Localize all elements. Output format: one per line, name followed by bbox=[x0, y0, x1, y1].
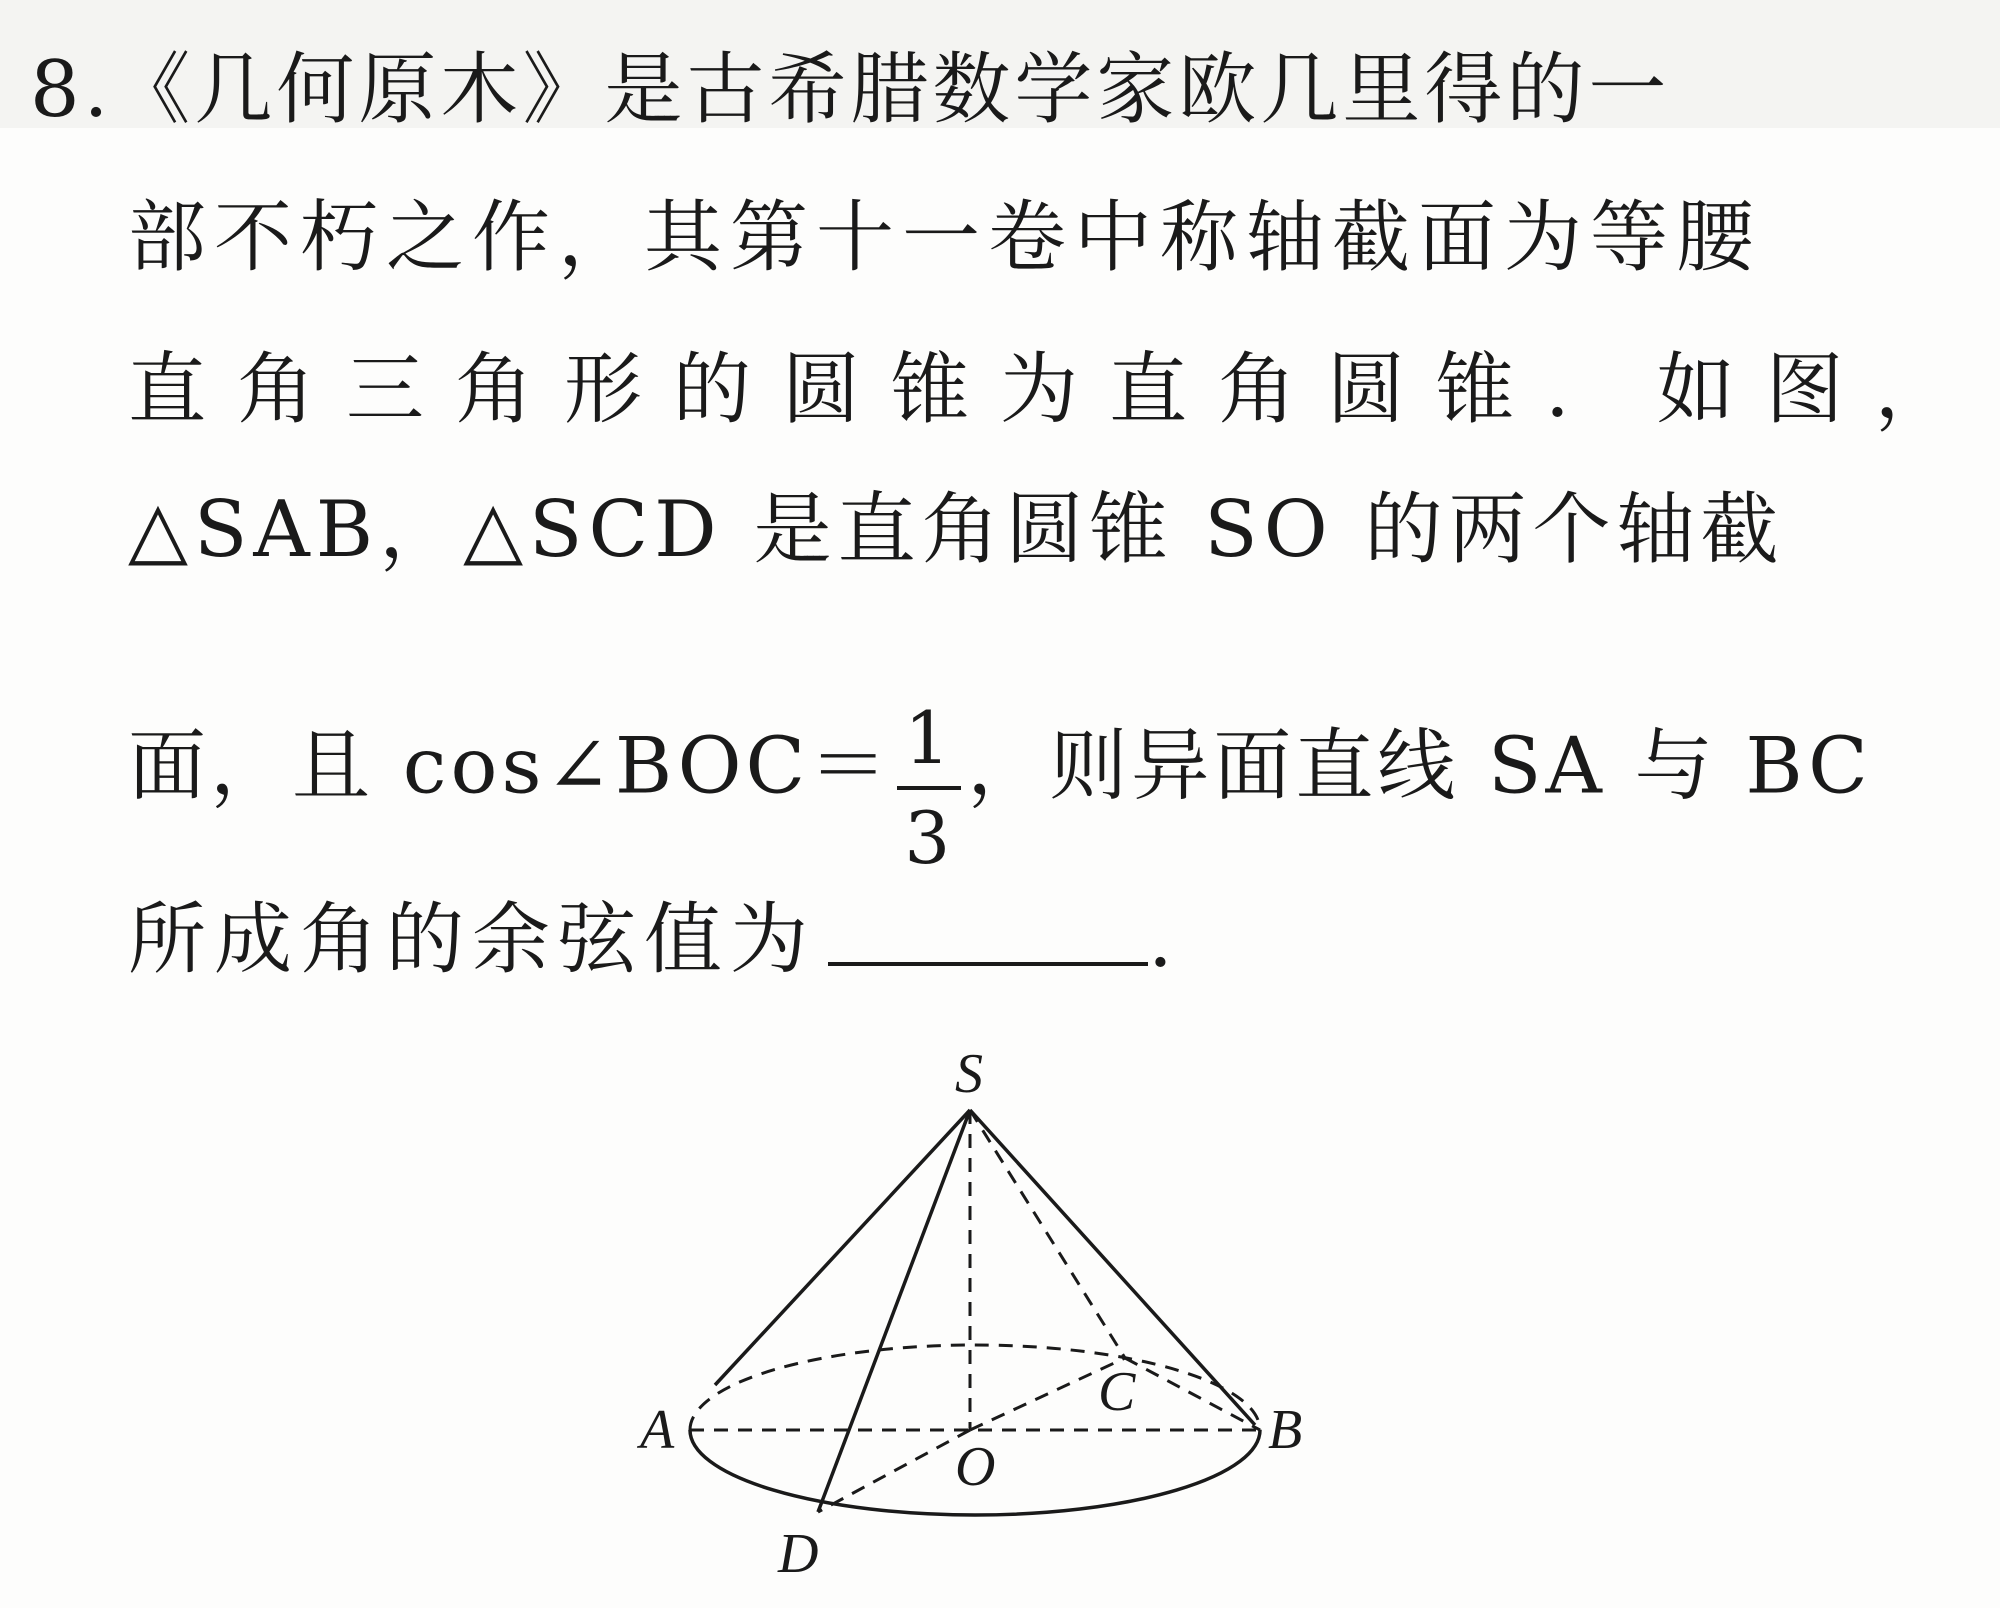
label-O: O bbox=[955, 1436, 996, 1498]
question-line-4: △SAB，△SCD 是直角圆锥 SO 的两个轴截 bbox=[128, 485, 1785, 575]
label-A: A bbox=[640, 1399, 675, 1461]
question-text-5-pre: 面，且 cos∠BOC＝ bbox=[128, 721, 892, 812]
question-line-6 bbox=[128, 890, 1181, 990]
cone-figure bbox=[600, 1040, 1360, 1600]
label-C: C bbox=[1098, 1361, 1136, 1423]
fraction-numerator: 1 bbox=[904, 696, 955, 780]
edge-CB bbox=[1125, 1358, 1260, 1430]
fraction-bar bbox=[897, 786, 961, 790]
question-line-5 bbox=[128, 680, 1872, 880]
question-text-6: 所成角的余弦值为 bbox=[128, 895, 817, 985]
question-line-1 bbox=[30, 40, 1670, 140]
edge-SA bbox=[715, 1110, 970, 1385]
question-text-1: 《几何原木》是古希腊数学家欧几里得的一 bbox=[112, 45, 1671, 135]
question-text-6-end: . bbox=[1148, 895, 1181, 985]
edge-OD bbox=[818, 1430, 970, 1512]
question-line-2: 部不朽之作，其第十一卷中称轴截面为等腰 bbox=[128, 193, 1763, 283]
question-line-3: 直角三角形的圆锥为直角圆锥. 如图， bbox=[128, 345, 1984, 435]
fraction-denominator: 3 bbox=[904, 796, 955, 880]
answer-blank[interactable] bbox=[828, 902, 1148, 966]
label-D: D bbox=[778, 1523, 819, 1585]
base-back-arc bbox=[690, 1345, 1260, 1430]
edge-SD bbox=[818, 1110, 970, 1512]
question-number: 8. bbox=[30, 45, 113, 135]
label-B: B bbox=[1268, 1399, 1303, 1461]
cone-diagram bbox=[600, 1040, 1360, 1600]
fraction-one-third bbox=[897, 696, 961, 880]
edge-SC bbox=[970, 1110, 1125, 1358]
question-text-5-post: ，则异面直线 SA 与 BC bbox=[967, 721, 1872, 812]
label-S: S bbox=[955, 1043, 983, 1105]
